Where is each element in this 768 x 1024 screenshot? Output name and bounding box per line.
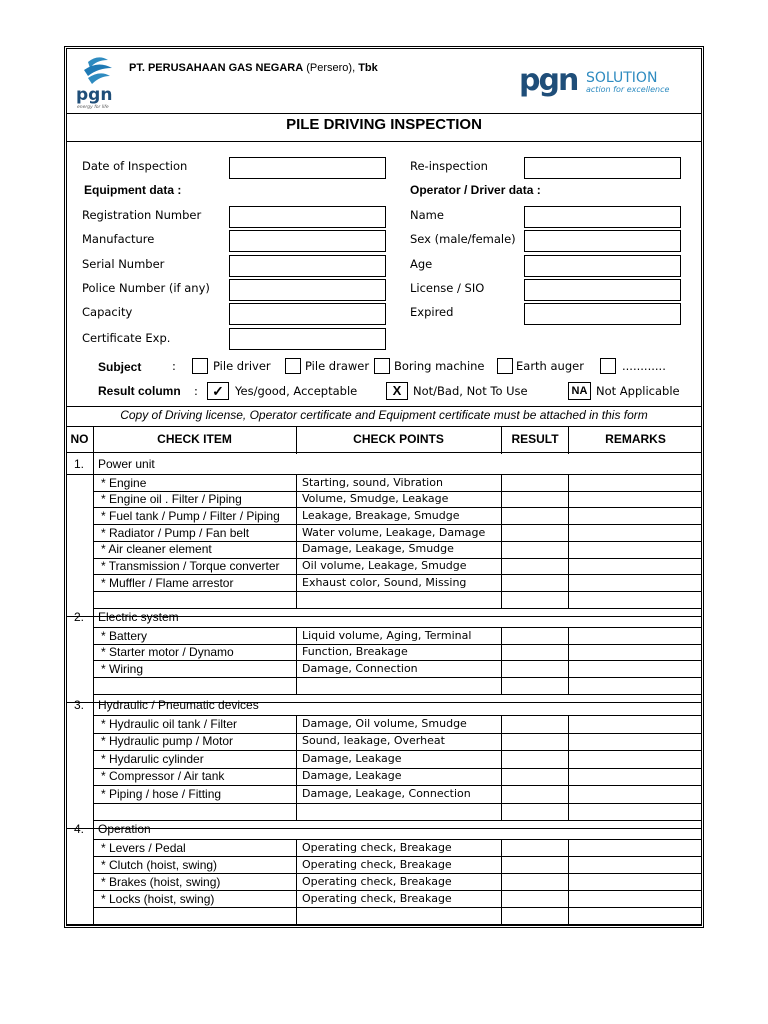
good-mark-box: ✓ — [207, 382, 229, 400]
section-number: 2. — [74, 610, 85, 624]
row-divider — [94, 803, 702, 804]
good-legend-text: Yes/good, Acceptable — [235, 384, 358, 398]
remarks-cell[interactable] — [569, 508, 701, 523]
age-label: Age — [410, 257, 433, 271]
check-item: * Levers / Pedal — [101, 841, 186, 855]
svg-text:energy for life: energy for life — [77, 105, 109, 110]
subject-earth-auger-checkbox[interactable] — [497, 358, 513, 374]
result-cell[interactable] — [502, 628, 568, 643]
registration-number-field[interactable] — [229, 206, 386, 228]
svg-text:SOLUTION: SOLUTION — [586, 70, 658, 86]
check-item: * Muffler / Flame arrestor — [101, 576, 234, 590]
remarks-cell[interactable] — [569, 645, 701, 660]
check-item: * Starter motor / Dynamo — [101, 645, 234, 659]
pgn-solution-logo — [519, 62, 679, 98]
section-number: 3. — [74, 698, 85, 712]
remarks-cell[interactable] — [569, 857, 701, 872]
license-field[interactable] — [524, 279, 681, 301]
check-item: * Wiring — [101, 662, 144, 676]
check-points: Damage, Leakage, Connection — [302, 787, 471, 800]
remarks-cell[interactable] — [569, 492, 701, 507]
remarks-cell[interactable] — [569, 769, 701, 785]
registration-number-label: Registration Number — [82, 208, 202, 222]
check-points: Oil volume, Leakage, Smudge — [302, 559, 467, 572]
header-result: RESULT — [511, 432, 559, 446]
svg-text:action for excellence: action for excellence — [586, 85, 670, 94]
check-item: * Compressor / Air tank — [101, 769, 225, 783]
check-points: Damage, Leakage — [302, 769, 402, 782]
section-title: Hydraulic / Pneumatic devices — [98, 698, 259, 712]
row-divider — [94, 820, 702, 821]
result-cell[interactable] — [502, 751, 568, 767]
bad-mark-box: X — [386, 382, 408, 400]
remarks-cell[interactable] — [569, 874, 701, 889]
check-item: * Locks (hoist, swing) — [101, 892, 215, 906]
remarks-cell[interactable] — [569, 840, 701, 855]
header-check-points: CHECK POINTS — [353, 432, 444, 446]
result-cell[interactable] — [502, 891, 568, 906]
section-divider — [66, 474, 702, 475]
result-cell[interactable] — [502, 769, 568, 785]
row-divider — [94, 694, 702, 695]
column-divider — [296, 715, 297, 820]
check-points: Operating check, Breakage — [302, 875, 452, 888]
certificate-exp-field[interactable] — [229, 328, 386, 350]
equipment-heading: Equipment data : — [84, 183, 182, 197]
check-item: * Transmission / Torque converter — [101, 559, 280, 573]
check-points: Damage, Leakage, Smudge — [302, 542, 454, 555]
serial-number-field[interactable] — [229, 255, 386, 277]
pgn-logo-left — [74, 54, 124, 110]
remarks-cell[interactable] — [569, 475, 701, 490]
result-cell[interactable] — [502, 840, 568, 855]
check-points: Exhaust color, Sound, Missing — [302, 576, 467, 589]
check-points: Operating check, Breakage — [302, 841, 452, 854]
check-points: Function, Breakage — [302, 645, 408, 658]
operator-name-field[interactable] — [524, 206, 681, 228]
remarks-cell[interactable] — [569, 575, 701, 590]
section-number: 4. — [74, 822, 85, 836]
section-divider — [66, 828, 702, 829]
na-mark-box: NA — [568, 382, 591, 400]
remarks-cell[interactable] — [569, 525, 701, 540]
section-title: Power unit — [98, 457, 155, 471]
result-cell[interactable] — [502, 661, 568, 676]
check-points: Operating check, Breakage — [302, 858, 452, 871]
result-cell[interactable] — [502, 559, 568, 574]
section-divider — [66, 924, 702, 925]
result-cell[interactable] — [502, 874, 568, 889]
sex-label: Sex (male/female) — [410, 232, 516, 246]
check-item: * Fuel tank / Pump / Filter / Piping — [101, 509, 280, 523]
check-points: Leakage, Breakage, Smudge — [302, 509, 460, 522]
reinspection-label: Re-inspection — [410, 159, 488, 173]
result-cell[interactable] — [502, 525, 568, 540]
check-item: * Radiator / Pump / Fan belt — [101, 526, 250, 540]
bad-legend-text: Not/Bad, Not To Use — [413, 384, 528, 398]
row-divider — [94, 608, 702, 609]
remarks-cell[interactable] — [569, 891, 701, 906]
svg-text:pgn: pgn — [76, 85, 113, 105]
result-cell[interactable] — [502, 786, 568, 802]
remarks-cell[interactable] — [569, 628, 701, 643]
remarks-cell[interactable] — [569, 751, 701, 767]
remarks-cell[interactable] — [569, 542, 701, 557]
subject-pile-driver-checkbox[interactable] — [192, 358, 208, 374]
column-divider — [296, 474, 297, 608]
check-item: * Engine oil . Filter / Piping — [101, 492, 242, 506]
header-no: NO — [70, 432, 89, 446]
capacity-label: Capacity — [82, 305, 133, 319]
check-item: * Brakes (hoist, swing) — [101, 875, 221, 889]
company-name: PT. PERUSAHAAN GAS NEGARA (Persero), Tbk — [129, 62, 378, 74]
result-cell[interactable] — [502, 645, 568, 660]
reinspection-field[interactable] — [524, 157, 681, 179]
check-item: * Hydarulic cylinder — [101, 752, 204, 766]
subject-boring-machine-label: Boring machine — [394, 359, 485, 373]
remarks-cell[interactable] — [569, 559, 701, 574]
subject-boring-machine-checkbox[interactable] — [374, 358, 390, 374]
header-remarks: REMARKS — [605, 432, 666, 446]
remarks-cell[interactable] — [569, 734, 701, 750]
date-label: Date of Inspection — [82, 159, 188, 173]
result-cell[interactable] — [502, 575, 568, 590]
attachment-note: Copy of Driving license, Operator certificate and Equipment certificate must be attached in this form — [120, 408, 648, 422]
result-cell[interactable] — [502, 542, 568, 557]
license-label: License / SIO — [410, 281, 485, 295]
check-points: Damage, Connection — [302, 662, 418, 675]
expired-label: Expired — [410, 305, 454, 319]
check-points: Liquid volume, Aging, Terminal — [302, 629, 472, 642]
check-item: * Hydraulic oil tank / Filter — [101, 717, 238, 731]
na-legend-text: Not Applicable — [596, 384, 680, 398]
check-points: Sound, leakage, Overheat — [302, 734, 445, 747]
remarks-cell[interactable] — [569, 716, 701, 732]
subject-earth-auger-label: Earth auger — [516, 359, 584, 373]
check-item: * Air cleaner element — [101, 542, 212, 556]
page-title: PILE DRIVING INSPECTION — [286, 116, 482, 133]
check-points: Operating check, Breakage — [302, 892, 452, 905]
operator-name-label: Name — [410, 208, 444, 222]
row-divider — [94, 677, 702, 678]
check-item: * Hydraulic pump / Motor — [101, 734, 234, 748]
subject-pile-driver-label: Pile driver — [213, 359, 271, 373]
check-points: Volume, Smudge, Leakage — [302, 492, 449, 505]
capacity-field[interactable] — [229, 303, 386, 325]
result-column-colon: : — [194, 384, 198, 398]
result-cell[interactable] — [502, 716, 568, 732]
remarks-cell[interactable] — [569, 661, 701, 676]
result-column-label: Result column — [98, 384, 181, 398]
svg-text:pgn: pgn — [519, 63, 578, 98]
subject-colon: : — [172, 359, 176, 373]
check-points: Starting, sound, Vibration — [302, 476, 443, 489]
section-title: Electric system — [98, 610, 179, 624]
police-number-label: Police Number (if any) — [82, 281, 210, 295]
police-number-field[interactable] — [229, 279, 386, 301]
subject-other-label: ............ — [622, 359, 666, 373]
age-field[interactable] — [524, 255, 681, 277]
section-title: Operation — [98, 822, 151, 836]
header-check-item: CHECK ITEM — [157, 432, 232, 446]
certificate-exp-label: Certificate Exp. — [82, 331, 171, 345]
result-cell[interactable] — [502, 492, 568, 507]
result-cell[interactable] — [502, 857, 568, 872]
check-item: * Engine — [101, 476, 147, 490]
row-divider — [94, 907, 702, 908]
column-divider — [296, 627, 297, 694]
check-points: Water volume, Leakage, Damage — [302, 526, 486, 539]
check-item: * Piping / hose / Fitting — [101, 787, 222, 801]
column-divider — [296, 839, 297, 924]
manufacture-field[interactable] — [229, 230, 386, 252]
remarks-cell[interactable] — [569, 786, 701, 802]
manufacture-label: Manufacture — [82, 232, 155, 246]
subject-label: Subject — [98, 360, 142, 374]
expired-field[interactable] — [524, 303, 681, 325]
subject-pile-drawer-checkbox[interactable] — [285, 358, 301, 374]
subject-other-checkbox[interactable] — [600, 358, 616, 374]
sex-field[interactable] — [524, 230, 681, 252]
serial-number-label: Serial Number — [82, 257, 165, 271]
check-item: * Battery — [101, 629, 148, 643]
row-divider — [94, 591, 702, 592]
date-field[interactable] — [229, 157, 386, 179]
subject-pile-drawer-label: Pile drawer — [305, 359, 370, 373]
check-points: Damage, Oil volume, Smudge — [302, 717, 467, 730]
section-number: 1. — [74, 457, 85, 471]
result-cell[interactable] — [502, 734, 568, 750]
operator-heading: Operator / Driver data : — [410, 183, 541, 197]
result-cell[interactable] — [502, 475, 568, 490]
check-points: Damage, Leakage — [302, 752, 402, 765]
result-cell[interactable] — [502, 508, 568, 523]
check-item: * Clutch (hoist, swing) — [101, 858, 218, 872]
